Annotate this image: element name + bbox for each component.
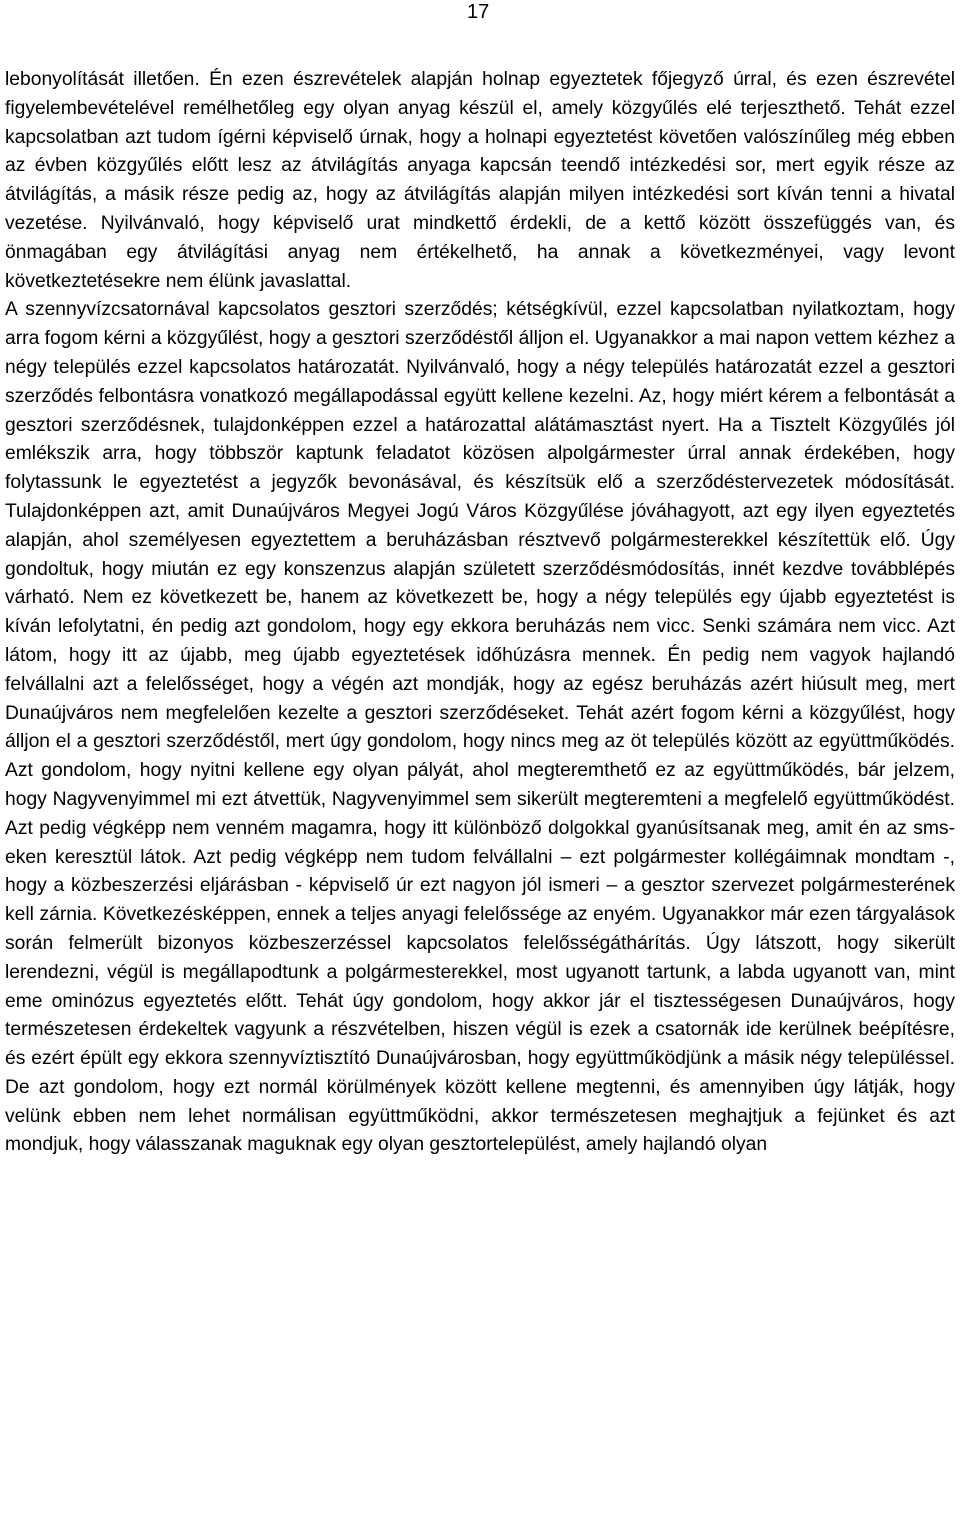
document-body <box>5 66 955 1160</box>
paragraph-audit: lebonyolítását illetően. Én ezen észrevételek alapján holnap egyeztetek főjegyző úrral, és ezen észrevétel figyelembevételével remélhetőleg egy olyan anyag készül el, amely közgyűlés elé terjeszthető. Tehát ezzel kapcsolatban azt tudom ígérni képviselő úrnak, hogy a holnapi egyeztetést követően valószínűleg még ebben az évben közgyűlés előtt lesz az átvilágítás anyaga kapcsán teendő intézkedési sor, mert egyik része az átvilágítás, a másik része pedig az, hogy az átvilágítás alapján milyen intézkedési sort kíván tenni a hivatal vezetése. Nyilvánvaló, hogy képviselő urat mindkettő érdekli, de a kettő között összefüggés van, és önmagában egy átvilágítási anyag nem értékelhető, ha annak a következményei, vagy levont következtetésekre nem élünk javaslattal. <box>5 69 955 292</box>
paragraph-sewer-contract: A szennyvízcsatornával kapcsolatos gesztori szerződés; kétségkívül, ezzel kapcsolatban nyilatkoztam, hogy arra fogom kérni a közgyűlést, hogy a gesztori szerződéstől álljon el. Ugyanakkor a mai napon vettem kézhez a négy település ezzel kapcsolatos határozatát. Nyilvánvaló, hogy a négy település határozatát ezzel a gesztori szerződés felbontásra vonatkozó megállapodással együtt kellene kezelni. Az, hogy miért kérem a felbontását a gesztori szerződésnek, tulajdonképpen ezzel a határozattal alátámasztást nyert. Ha a Tisztelt Közgyűlés jól emlékszik arra, hogy többször kaptunk feladatot közösen alpolgármester úrral annak érdekében, hogy folytassunk le egyeztetést a jegyzők bevonásával, és készítsük elő a szerződéstervezetek módosítását. Tulajdonképpen azt, amit Dunaújváros Megyei Jogú Város Közgyűlése jóváhagyott, azt egy ilyen egyeztetés alapján, ahol személyesen egyeztettem a beruházásban résztvevő polgármesterekkel készítettük elő. Úgy gondoltuk, hogy miután ez egy konszenzus alapján született szerződésmódosítás, innét kezdve továbblépés várható. Nem ez következett be, hanem az következett be, hogy a négy település egy újabb egyeztetést is kíván lefolytatni, én pedig azt gondolom, hogy egy ekkora beruházás nem vicc. Senki számára nem vicc. Azt látom, hogy itt az újabb, meg újabb egyeztetések időhúzásra mennek. Én pedig nem vagyok hajlandó felvállalni azt a felelősséget, hogy a végén azt mondják, hogy az egész beruházás azért hiúsult meg, mert Dunaújváros nem megfelelően kezelte a gesztori szerződéseket. Tehát azért fogom kérni a közgyűlést, hogy álljon el a gesztori szerződéstől, mert úgy gondolom, hogy nincs meg az öt település között az együttműködés. Azt gondolom, hogy nyitni kellene egy olyan pályát, ahol megteremthető ez az együttműködés, bár jelzem, hogy Nagyvenyimmel mi ezt átvettük, Nagyvenyimmel sem sikerült megteremteni a megfelelő együttműködést. Azt pedig végképp nem venném magamra, hogy itt különböző dolgokkal gyanúsítsanak meg, amit én az sms-eken keresztül látok. Azt pedig végképp nem tudom felvállalni – ezt polgármester kollégáimnak mondtam -, hogy a közbeszerzési eljárásban - képviselő úr ezt nagyon jól ismeri – a gesztor szervezet polgármesterének kell zárnia. Következésképpen, ennek a teljes anyagi felelőssége az enyém. Ugyanakkor már ezen tárgyalások során felmerült bizonyos közbeszerzéssel kapcsolatos felelősségáthárítás. Úgy látszott, hogy sikerült lerendezni, végül is megállapodtunk a polgármesterekkel, most ugyanott tartunk, a labda ugyanott van, mint eme ominózus egyeztetés előtt. Tehát úgy gondolom, hogy akkor jár el tisztességesen Dunaújváros, hogy természetesen érdekeltek vagyunk a részvételben, hiszen végül is ezek a csatornák ide kerülnek beépítésre, és ezért épült egy ekkora szennyvíztisztító Dunaújvárosban, hogy együttműködjünk a másik négy településsel. De azt gondolom, hogy ezt normál körülmények között kellene megtenni, és amennyiben úgy látják, hogy velünk ebben nem lehet normálisan együttműködni, akkor természetesen meghajtjuk a fejünket és azt mondjuk, hogy válasszanak maguknak egy olyan gesztortelepülést, amely hajlandó olyan <box>5 299 955 1156</box>
page-number: 17 <box>467 1 490 23</box>
